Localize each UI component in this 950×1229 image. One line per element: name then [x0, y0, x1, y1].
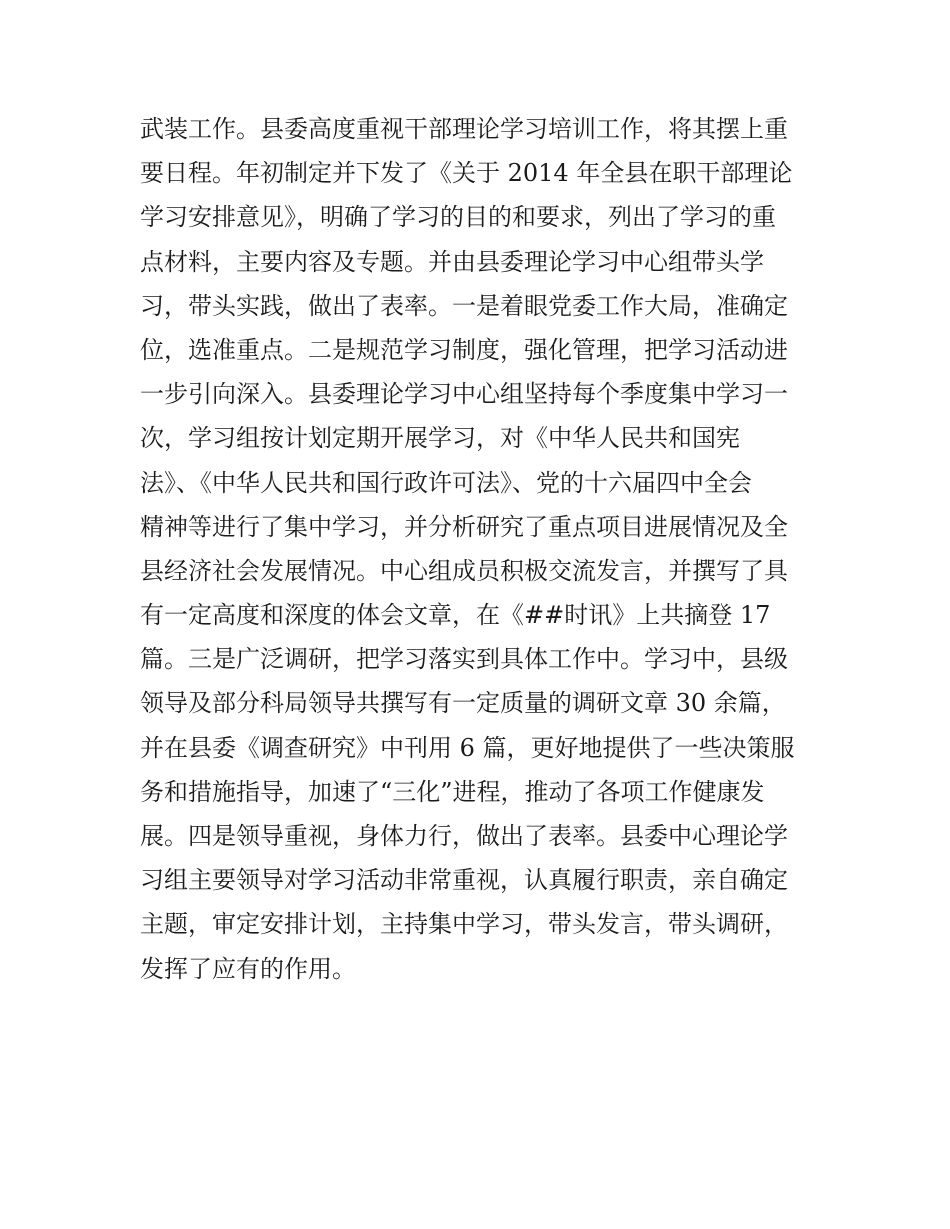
- text-line: 习组主要领导对学习活动非常重视，认真履行职责，亲自确定: [140, 866, 788, 895]
- text-line: 务和措施指导，加速了“三化”进程，推动了各项工作健康发: [140, 777, 765, 806]
- text-line: 点材料，主要内容及专题。并由县委理论学习中心组带头学: [140, 247, 764, 276]
- text-line: 领导及部分科局领导共撰写有一定质量的调研文章 30 余篇，: [140, 689, 786, 718]
- text-line: 习，带头实践，做出了表率。一是着眼党委工作大局，准确定: [140, 291, 788, 320]
- text-line: 主题，审定安排计划，主持集中学习，带头发言，带头调研，: [140, 910, 788, 939]
- text-line: 有一定高度和深度的体会文章，在《##时讯》上共摘登 17: [140, 601, 771, 630]
- text-line: 精神等进行了集中学习，并分析研究了重点项目进展情况及全: [140, 512, 788, 541]
- text-line: 一步引向深入。县委理论学习中心组坚持每个季度集中学习一: [140, 380, 788, 409]
- text-line: 并在县委《调查研究》中刊用 6 篇，更好地提供了一些决策服: [140, 733, 795, 762]
- text-line: 要日程。年初制定并下发了《关于 2014 年全县在职干部理论: [140, 159, 793, 188]
- text-line: 武装工作。县委高度重视干部理论学习培训工作，将其摆上重: [140, 115, 788, 143]
- text-line: 发挥了应有的作用。: [140, 954, 356, 983]
- text-line: 县经济社会发展情况。中心组成员积极交流发言，并撰写了具: [140, 556, 788, 585]
- text-line: 篇。三是广泛调研，把学习落实到具体工作中。学习中，县级: [140, 645, 788, 674]
- text-line: 法》、《中华人民共和国行政许可法》、党的十六届四中全会: [140, 468, 752, 497]
- text-line: 次，学习组按计划定期开展学习，对《中华人民共和国宪: [140, 424, 740, 453]
- body-paragraph: [140, 107, 820, 991]
- text-line: 位，选准重点。二是规范学习制度，强化管理，把学习活动进: [140, 335, 788, 364]
- text-line: 学习安排意见》，明确了学习的目的和要求，列出了学习的重: [140, 203, 776, 232]
- text-line: 展。四是领导重视，身体力行，做出了表率。县委中心理论学: [140, 822, 788, 850]
